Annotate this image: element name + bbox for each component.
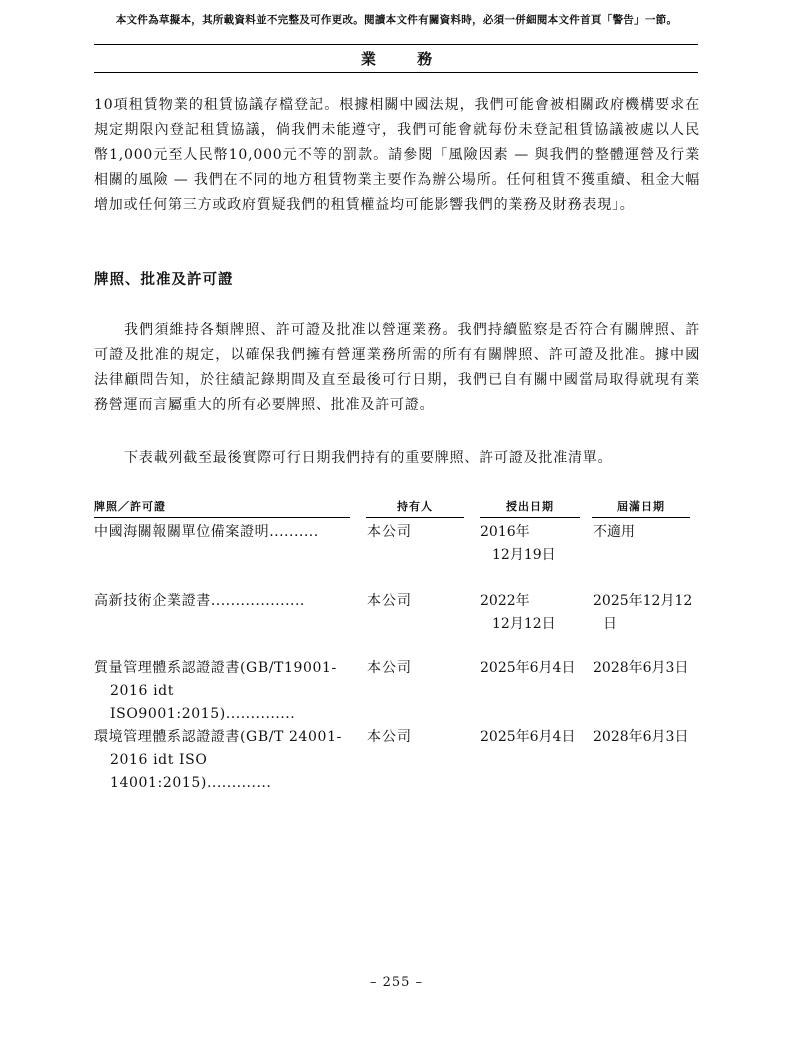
license-name: 高新技術企業證書 [94, 593, 211, 609]
expiry-date-line2: 日 [603, 616, 617, 632]
license-name: 質量管理體系認證證書(GB/T19001- [94, 660, 337, 676]
leader-dots: .......... [269, 524, 319, 540]
table-row-license [94, 521, 362, 544]
table-row-license [94, 657, 362, 726]
grant-date-day: 12月19日 [492, 547, 556, 563]
heading-licenses: 牌照、批准及許可證 [94, 271, 234, 288]
leader-dots: .............. [225, 706, 296, 722]
paragraph-licenses: 我們須維持各類牌照、許可證及批准以營運業務。我們持續監察是否符合有關牌照、許可證及批准的規定，以確保我們擁有營運業務所需的所有有關牌照、許可證及批准。據中國法律顧問告知，於往績記錄期間及直至最後可行日期，我們已自有關中國當局取得就現有業務營運而言屬重大的所有必要牌照、批准及許可證。 [94, 322, 700, 413]
expiry-date-line1: 2025年12月12 [593, 593, 693, 609]
table-row-grant-date: 2025年6月4日 [480, 660, 576, 676]
table-row-holder: 本公司 [367, 729, 412, 745]
license-name-cont: 2016 idt ISO9001:2015) [110, 683, 226, 722]
table-row-expiry-date: 2028年6月3日 [593, 660, 689, 676]
table-row-expiry-date: 不適用 [593, 524, 635, 540]
table-header-license: 牌照／許可證 [94, 498, 350, 518]
table-row-expiry-date: 2028年6月3日 [593, 729, 689, 745]
table-row-holder: 本公司 [367, 593, 412, 609]
leader-dots: ................... [210, 593, 305, 609]
table-row-holder: 本公司 [367, 660, 412, 676]
table-row-holder: 本公司 [367, 524, 412, 540]
table-row-grant-date: 2025年6月4日 [480, 729, 576, 745]
table-row-license [94, 726, 362, 795]
table-header-grant-date: 授出日期 [480, 498, 580, 518]
table-row-grant-date [480, 590, 588, 636]
paragraph-lease-registration: 10項租賃物業的租賃協議存檔登記。根據相關中國法規，我們可能會被相關政府機構要求在規定期限內登記租賃協議，倘我們未能遵守，我們可能會就每份未登記租賃協議被處以人民幣1,000元至人民幣10,000元不等的罰款。請參閱「風險因素 — 與我們的整體運營及行業相關的風險 — 我們在不同的地方租賃物業主要作為辦公場所。任何租賃不獲重續、租金大幅增加或任何第三方或政府質疑我們的租賃權益均可能影響我們的業務及財務表現」。 [94, 97, 700, 213]
header-rule-top [94, 44, 698, 45]
license-name: 環境管理體系認證證書(GB/T 24001- [94, 729, 342, 745]
table-header-expiry-date: 屆滿日期 [592, 498, 690, 518]
table-row-license [94, 590, 362, 613]
section-title: 業 務 [360, 50, 451, 68]
grant-date-day: 12月12日 [492, 616, 556, 632]
table-row-grant-date [480, 521, 588, 567]
table-header-holder: 持有人 [366, 498, 464, 518]
paragraph-table-intro: 下表載列截至最後實際可行日期我們持有的重要牌照、許可證及批准清單。 [124, 450, 613, 466]
grant-date-year: 2022年 [480, 593, 530, 609]
table-row-expiry-date [593, 590, 697, 636]
leader-dots: ............. [206, 775, 272, 791]
draft-warning-banner: 本文件為草擬本，其所載資料並不完整及可作更改。閱讀本文件有關資料時，必須一併細閱本文件首頁「警告」一節。 [115, 14, 678, 26]
license-name: 中國海關報關單位備案證明 [94, 524, 270, 540]
header-rule-bottom [94, 72, 698, 73]
license-name-cont: 2016 idt ISO 14001:2015) [110, 752, 208, 791]
grant-date-year: 2016年 [480, 524, 530, 540]
page-number: – 255 – [369, 975, 424, 990]
